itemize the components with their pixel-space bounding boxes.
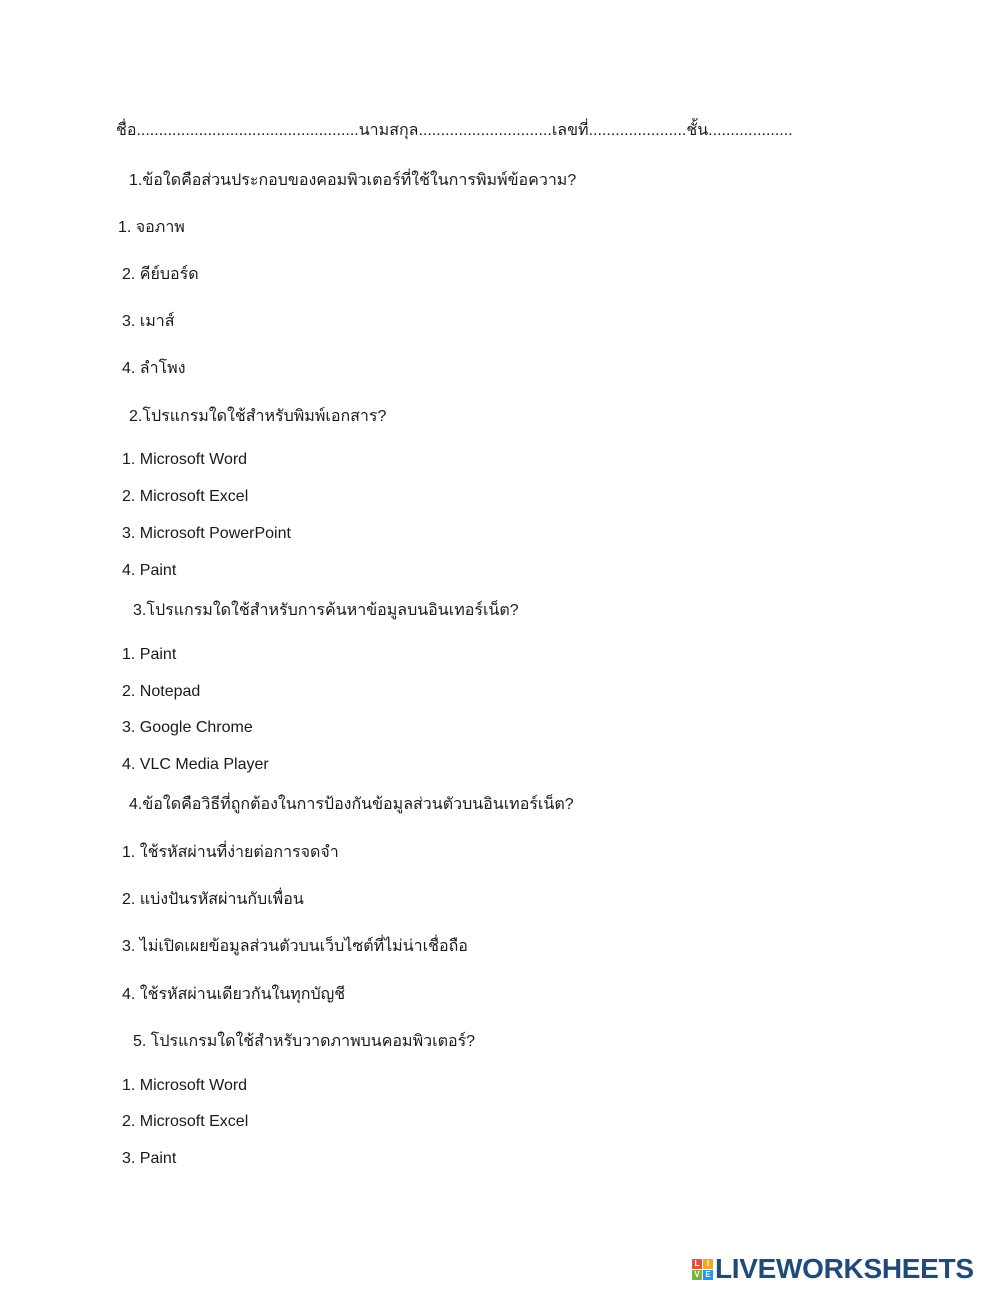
question-2-option-1[interactable]: 1. Microsoft Word (122, 451, 248, 468)
question-3-option-3[interactable]: 3. Google Chrome (122, 719, 253, 736)
question-2: 2.โปรแกรมใดใช้สำหรับพิมพ์เอกสาร? (129, 408, 387, 425)
logo-mark-i: I (703, 1259, 713, 1269)
question-1-option-3[interactable]: 3. เมาส์ (122, 313, 175, 330)
question-2-option-4[interactable]: 4. Paint (122, 562, 177, 579)
question-4: 4.ข้อใดคือวิธีที่ถูกต้องในการป้องกันข้อมูลส่วนตัวบนอินเทอร์เน็ต? (129, 796, 574, 813)
question-1-option-1[interactable]: 1. จอภาพ (118, 219, 185, 236)
logo-text: LIVEWORKSHEETS (715, 1253, 974, 1284)
student-info-line: ชื่อ..................................................นามสกุล..............................เลขที่......................ชั้น................... (116, 122, 793, 139)
liveworksheets-logo (692, 1253, 974, 1285)
liveworksheets-logo-icon (692, 1259, 713, 1280)
question-4-option-3[interactable]: 3. ไม่เปิดเผยข้อมูลส่วนตัวบนเว็บไซต์ที่ไม่น่าเชื่อถือ (122, 938, 468, 955)
logo-mark-l: L (692, 1259, 702, 1269)
question-5-option-3[interactable]: 3. Paint (122, 1150, 177, 1167)
question-4-option-4[interactable]: 4. ใช้รหัสผ่านเดียวกันในทุกบัญชี (122, 986, 346, 1003)
question-5-option-1[interactable]: 1. Microsoft Word (122, 1077, 248, 1094)
question-1-option-4[interactable]: 4. ลำโพง (122, 360, 186, 377)
question-4-option-2[interactable]: 2. แบ่งปันรหัสผ่านกับเพื่อน (122, 891, 304, 908)
question-3: 3.โปรแกรมใดใช้สำหรับการค้นหาข้อมูลบนอินเทอร์เน็ต? (133, 602, 519, 619)
question-3-option-1[interactable]: 1. Paint (122, 646, 177, 663)
question-3-option-2[interactable]: 2. Notepad (122, 683, 201, 700)
question-1: 1.ข้อใดคือส่วนประกอบของคอมพิวเตอร์ที่ใช้ในการพิมพ์ข้อความ? (129, 172, 577, 189)
question-3-option-4[interactable]: 4. VLC Media Player (122, 756, 269, 773)
logo-mark-v: V (692, 1270, 702, 1280)
logo-mark-e: E (703, 1270, 713, 1280)
question-1-option-2[interactable]: 2. คีย์บอร์ด (122, 266, 199, 283)
question-5-option-2[interactable]: 2. Microsoft Excel (122, 1113, 249, 1130)
question-2-option-3[interactable]: 3. Microsoft PowerPoint (122, 525, 291, 542)
question-2-option-2[interactable]: 2. Microsoft Excel (122, 488, 249, 505)
question-4-option-1[interactable]: 1. ใช้รหัสผ่านที่ง่ายต่อการจดจำ (122, 844, 339, 861)
question-5: 5. โปรแกรมใดใช้สำหรับวาดภาพบนคอมพิวเตอร์? (133, 1033, 476, 1050)
